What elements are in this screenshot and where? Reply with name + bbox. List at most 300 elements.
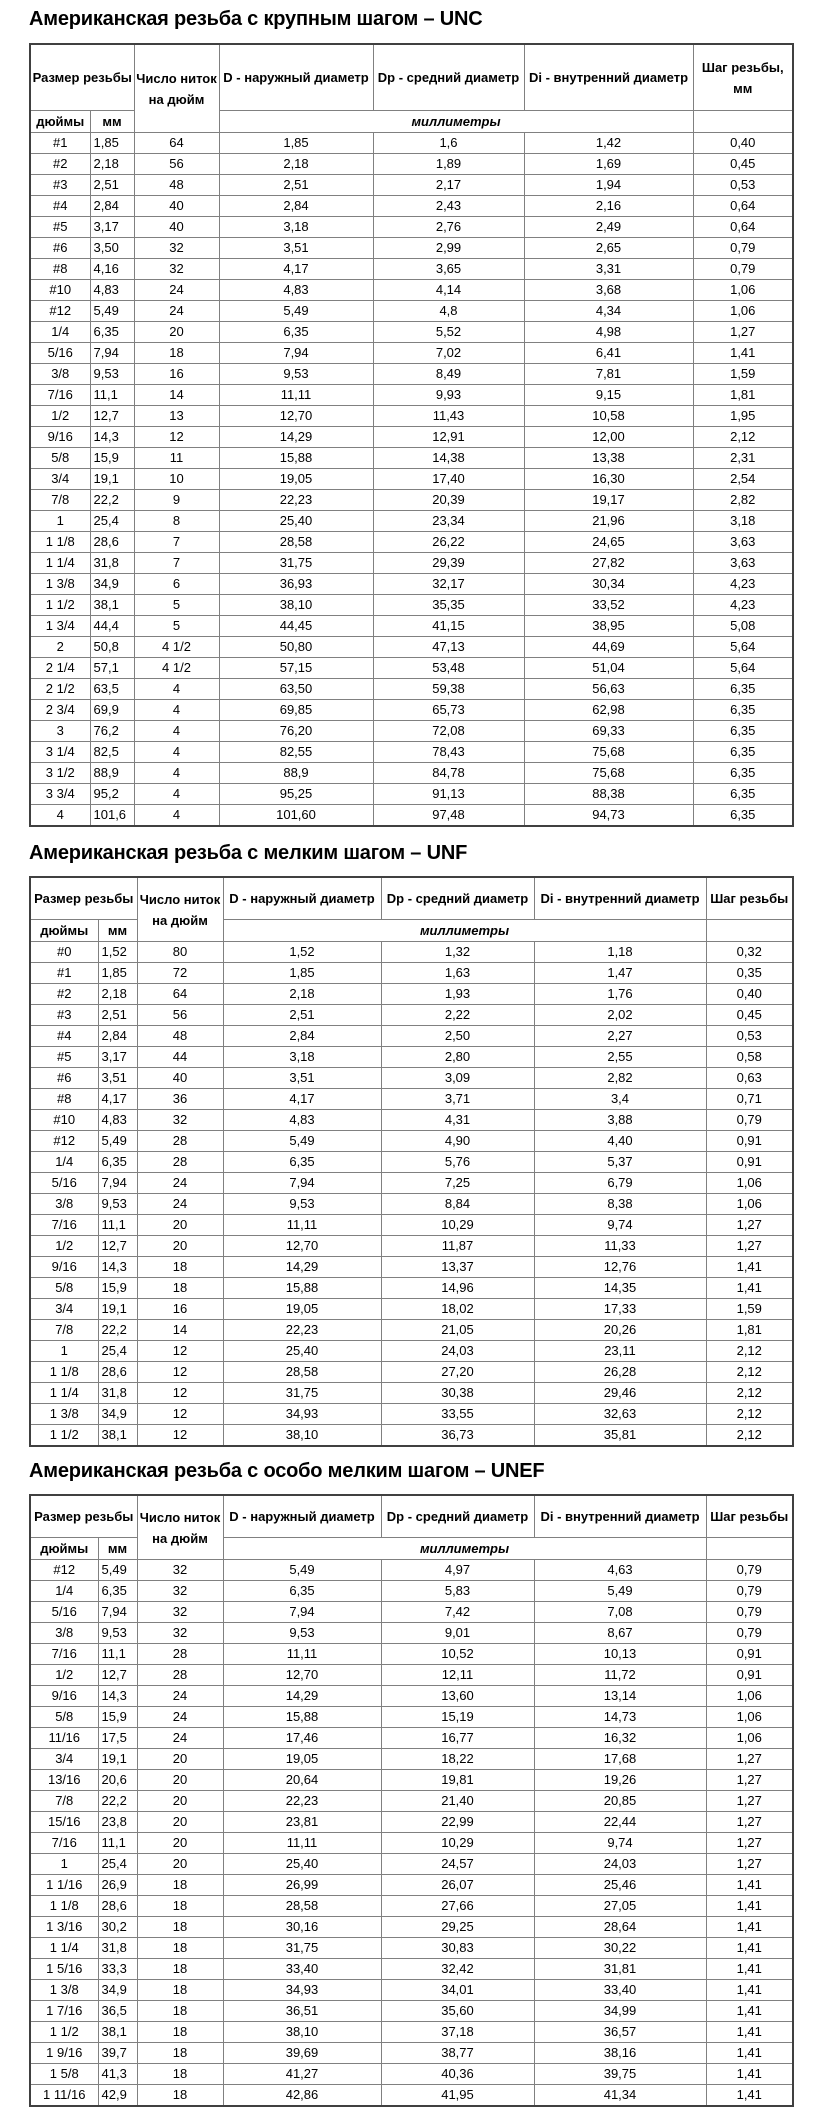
table-row: [30, 2085, 793, 2107]
cell-d-outer: 88,9: [219, 763, 373, 784]
table-row: [30, 175, 793, 196]
cell-d-outer: 2,84: [223, 1026, 381, 1047]
cell-d-outer: 4,83: [219, 280, 373, 301]
cell-mm: 19,1: [98, 1749, 137, 1770]
cell-tpi: 20: [137, 1215, 223, 1236]
cell-inches: #1: [30, 963, 98, 984]
cell-tpi: 64: [134, 133, 219, 154]
cell-d-inner: 10,58: [524, 406, 693, 427]
cell-pitch: 0,79: [706, 1602, 793, 1623]
cell-d-pitch: 32,42: [381, 1959, 534, 1980]
cell-d-outer: 42,86: [223, 2085, 381, 2107]
cell-inches: 1: [30, 1854, 98, 1875]
cell-d-outer: 11,11: [223, 1833, 381, 1854]
cell-tpi: 18: [137, 2043, 223, 2064]
cell-d-inner: 31,81: [534, 1959, 706, 1980]
cell-inches: 1 9/16: [30, 2043, 98, 2064]
cell-d-outer: 82,55: [219, 742, 373, 763]
unf-section-title: Американская резьба с мелким шагом – UNF: [29, 842, 468, 864]
cell-inches: #4: [30, 196, 90, 217]
table-row: [30, 154, 793, 175]
cell-pitch: 1,41: [706, 1896, 793, 1917]
header-units: миллиметры: [223, 1538, 706, 1560]
cell-d-inner: 62,98: [524, 700, 693, 721]
cell-pitch: 5,64: [693, 637, 793, 658]
cell-inches: 5/16: [30, 343, 90, 364]
cell-d-inner: 12,76: [534, 1257, 706, 1278]
cell-d-pitch: 7,25: [381, 1173, 534, 1194]
cell-d-pitch: 8,84: [381, 1194, 534, 1215]
table-row: [30, 595, 793, 616]
cell-tpi: 18: [137, 1980, 223, 2001]
cell-d-outer: 38,10: [219, 595, 373, 616]
cell-d-outer: 3,18: [223, 1047, 381, 1068]
table-row: [30, 658, 793, 679]
cell-inches: 3 3/4: [30, 784, 90, 805]
table-row: [30, 1110, 793, 1131]
cell-tpi: 20: [137, 1770, 223, 1791]
cell-pitch: 1,27: [706, 1215, 793, 1236]
cell-d-pitch: 8,49: [373, 364, 524, 385]
cell-tpi: 14: [137, 1320, 223, 1341]
cell-d-pitch: 26,07: [381, 1875, 534, 1896]
cell-pitch: 6,35: [693, 763, 793, 784]
cell-mm: 25,4: [98, 1341, 137, 1362]
cell-inches: 7/16: [30, 1215, 98, 1236]
cell-tpi: 56: [137, 1005, 223, 1026]
cell-tpi: 32: [137, 1110, 223, 1131]
cell-mm: 7,94: [90, 343, 134, 364]
cell-tpi: 14: [134, 385, 219, 406]
cell-inches: 1 1/8: [30, 1362, 98, 1383]
cell-d-pitch: 26,22: [373, 532, 524, 553]
cell-tpi: 24: [137, 1728, 223, 1749]
table-row: [30, 1581, 793, 1602]
cell-tpi: 64: [137, 984, 223, 1005]
cell-pitch: 1,27: [706, 1854, 793, 1875]
cell-d-outer: 28,58: [219, 532, 373, 553]
cell-inches: 1 1/4: [30, 1383, 98, 1404]
cell-mm: 28,6: [98, 1896, 137, 1917]
cell-d-pitch: 10,29: [381, 1833, 534, 1854]
table-row: [30, 1560, 793, 1581]
table-row: [30, 217, 793, 238]
cell-pitch: 5,64: [693, 658, 793, 679]
cell-inches: 3 1/2: [30, 763, 90, 784]
cell-pitch: 1,06: [706, 1686, 793, 1707]
cell-pitch: 1,41: [706, 2001, 793, 2022]
cell-mm: 19,1: [98, 1299, 137, 1320]
cell-pitch: 0,53: [693, 175, 793, 196]
cell-d-pitch: 17,40: [373, 469, 524, 490]
cell-tpi: 18: [137, 2022, 223, 2043]
cell-inches: 7/8: [30, 1791, 98, 1812]
cell-d-outer: 14,29: [219, 427, 373, 448]
cell-tpi: 12: [137, 1404, 223, 1425]
cell-d-outer: 50,80: [219, 637, 373, 658]
cell-pitch: 0,79: [693, 238, 793, 259]
cell-d-pitch: 1,93: [381, 984, 534, 1005]
cell-mm: 69,9: [90, 700, 134, 721]
cell-d-pitch: 12,91: [373, 427, 524, 448]
cell-d-inner: 17,33: [534, 1299, 706, 1320]
cell-pitch: 3,63: [693, 553, 793, 574]
header-mm: мм: [98, 1538, 137, 1560]
cell-d-outer: 2,18: [219, 154, 373, 175]
cell-d-pitch: 2,22: [381, 1005, 534, 1026]
cell-d-inner: 5,37: [534, 1152, 706, 1173]
cell-d-pitch: 32,17: [373, 574, 524, 595]
cell-tpi: 18: [137, 2064, 223, 2085]
cell-d-outer: 25,40: [223, 1341, 381, 1362]
table-row: [30, 1047, 793, 1068]
cell-d-inner: 5,49: [534, 1581, 706, 1602]
cell-mm: 76,2: [90, 721, 134, 742]
cell-d-inner: 9,15: [524, 385, 693, 406]
cell-d-pitch: 7,42: [381, 1602, 534, 1623]
cell-d-inner: 30,22: [534, 1938, 706, 1959]
cell-d-outer: 12,70: [223, 1665, 381, 1686]
cell-tpi: 32: [134, 238, 219, 259]
cell-d-inner: 2,65: [524, 238, 693, 259]
unef-section-title: Американская резьба с особо мелким шагом – UNEF: [29, 1460, 545, 1482]
cell-inches: #12: [30, 301, 90, 322]
cell-inches: 7/8: [30, 490, 90, 511]
unc-thread-table: [29, 43, 794, 827]
cell-tpi: 32: [137, 1581, 223, 1602]
cell-d-pitch: 59,38: [373, 679, 524, 700]
cell-tpi: 24: [134, 301, 219, 322]
cell-d-inner: 33,40: [534, 1980, 706, 2001]
cell-mm: 34,9: [98, 1404, 137, 1425]
cell-pitch: 1,06: [706, 1728, 793, 1749]
header-empty: [706, 1538, 793, 1560]
cell-d-inner: 19,26: [534, 1770, 706, 1791]
cell-d-pitch: 97,48: [373, 805, 524, 827]
cell-pitch: 1,41: [706, 1875, 793, 1896]
cell-inches: 3/4: [30, 469, 90, 490]
table-row: [30, 1341, 793, 1362]
cell-d-outer: 28,58: [223, 1896, 381, 1917]
cell-inches: #3: [30, 1005, 98, 1026]
cell-tpi: 18: [137, 1917, 223, 1938]
cell-inches: 3/8: [30, 364, 90, 385]
cell-pitch: 1,59: [693, 364, 793, 385]
cell-mm: 11,1: [98, 1833, 137, 1854]
cell-inches: 2 1/4: [30, 658, 90, 679]
cell-d-inner: 11,72: [534, 1665, 706, 1686]
table-row: [30, 1425, 793, 1447]
cell-d-outer: 30,16: [223, 1917, 381, 1938]
cell-mm: 2,51: [90, 175, 134, 196]
cell-d-pitch: 20,39: [373, 490, 524, 511]
header-size: Размер резьбы: [30, 877, 137, 920]
cell-mm: 9,53: [90, 364, 134, 385]
cell-pitch: 1,41: [706, 2064, 793, 2085]
cell-inches: 4: [30, 805, 90, 827]
table-row: [30, 742, 793, 763]
table-row: [30, 238, 793, 259]
cell-d-outer: 1,85: [223, 963, 381, 984]
cell-pitch: 0,63: [706, 1068, 793, 1089]
cell-d-inner: 10,13: [534, 1644, 706, 1665]
cell-pitch: 2,82: [693, 490, 793, 511]
cell-tpi: 20: [137, 1236, 223, 1257]
cell-inches: 1 3/8: [30, 1980, 98, 2001]
cell-mm: 5,49: [90, 301, 134, 322]
cell-d-outer: 31,75: [223, 1938, 381, 1959]
cell-pitch: 5,08: [693, 616, 793, 637]
cell-d-inner: 2,16: [524, 196, 693, 217]
header-units: миллиметры: [219, 111, 693, 133]
cell-d-inner: 7,81: [524, 364, 693, 385]
cell-inches: #12: [30, 1131, 98, 1152]
cell-tpi: 40: [134, 196, 219, 217]
cell-d-outer: 4,17: [219, 259, 373, 280]
cell-d-inner: 94,73: [524, 805, 693, 827]
cell-d-outer: 26,99: [223, 1875, 381, 1896]
cell-mm: 4,17: [98, 1089, 137, 1110]
cell-inches: #2: [30, 984, 98, 1005]
cell-d-outer: 31,75: [223, 1383, 381, 1404]
cell-d-outer: 14,29: [223, 1686, 381, 1707]
cell-pitch: 2,12: [706, 1362, 793, 1383]
cell-d-pitch: 9,93: [373, 385, 524, 406]
cell-pitch: 1,27: [706, 1833, 793, 1854]
cell-mm: 9,53: [98, 1623, 137, 1644]
cell-d-inner: 1,47: [534, 963, 706, 984]
header-size: Размер резьбы: [30, 44, 134, 111]
cell-d-outer: 5,49: [223, 1131, 381, 1152]
cell-d-pitch: 34,01: [381, 1980, 534, 2001]
table-row: [30, 1602, 793, 1623]
cell-d-pitch: 1,32: [381, 942, 534, 963]
cell-d-inner: 33,52: [524, 595, 693, 616]
cell-d-outer: 36,93: [219, 574, 373, 595]
cell-tpi: 32: [134, 259, 219, 280]
cell-pitch: 0,91: [706, 1131, 793, 1152]
cell-d-inner: 12,00: [524, 427, 693, 448]
cell-pitch: 0,64: [693, 196, 793, 217]
table-row: [30, 427, 793, 448]
cell-inches: 2 3/4: [30, 700, 90, 721]
header-inches: дюймы: [30, 920, 98, 942]
table-row: [30, 616, 793, 637]
cell-d-pitch: 1,6: [373, 133, 524, 154]
cell-mm: 7,94: [98, 1602, 137, 1623]
cell-pitch: 0,45: [706, 1005, 793, 1026]
cell-pitch: 0,79: [706, 1110, 793, 1131]
cell-tpi: 28: [137, 1644, 223, 1665]
cell-d-pitch: 3,09: [381, 1068, 534, 1089]
cell-pitch: 1,41: [706, 1980, 793, 2001]
cell-d-inner: 6,41: [524, 343, 693, 364]
cell-d-inner: 9,74: [534, 1215, 706, 1236]
cell-mm: 1,52: [98, 942, 137, 963]
cell-d-inner: 28,64: [534, 1917, 706, 1938]
cell-inches: 1 1/2: [30, 595, 90, 616]
cell-pitch: 1,06: [706, 1173, 793, 1194]
cell-d-pitch: 78,43: [373, 742, 524, 763]
cell-mm: 4,83: [98, 1110, 137, 1131]
cell-d-pitch: 21,05: [381, 1320, 534, 1341]
cell-inches: 1/2: [30, 1236, 98, 1257]
cell-d-outer: 6,35: [223, 1581, 381, 1602]
cell-d-inner: 29,46: [534, 1383, 706, 1404]
cell-d-outer: 2,84: [219, 196, 373, 217]
cell-mm: 36,5: [98, 2001, 137, 2022]
cell-tpi: 13: [134, 406, 219, 427]
cell-d-pitch: 3,71: [381, 1089, 534, 1110]
cell-mm: 15,9: [90, 448, 134, 469]
cell-inches: 1 1/2: [30, 1425, 98, 1447]
header-d-pitch: Dp - средний диаметр: [381, 877, 534, 920]
table-row: [30, 1854, 793, 1875]
cell-mm: 3,17: [98, 1047, 137, 1068]
cell-tpi: 5: [134, 595, 219, 616]
cell-pitch: 6,35: [693, 721, 793, 742]
header-d-outer: D - наружный диаметр: [223, 1495, 381, 1538]
cell-mm: 2,18: [90, 154, 134, 175]
cell-d-outer: 9,53: [219, 364, 373, 385]
table-row: [30, 763, 793, 784]
cell-tpi: 18: [137, 1257, 223, 1278]
cell-d-inner: 4,98: [524, 322, 693, 343]
table-row: [30, 1896, 793, 1917]
cell-pitch: 2,54: [693, 469, 793, 490]
cell-tpi: 9: [134, 490, 219, 511]
cell-pitch: 1,06: [693, 301, 793, 322]
cell-d-inner: 38,95: [524, 616, 693, 637]
table-row: [30, 721, 793, 742]
cell-d-outer: 23,81: [223, 1812, 381, 1833]
cell-mm: 3,17: [90, 217, 134, 238]
table-row: [30, 1644, 793, 1665]
cell-d-pitch: 13,37: [381, 1257, 534, 1278]
cell-mm: 6,35: [98, 1152, 137, 1173]
cell-inches: 1/4: [30, 322, 90, 343]
cell-mm: 28,6: [98, 1362, 137, 1383]
cell-pitch: 0,53: [706, 1026, 793, 1047]
cell-pitch: 0,79: [706, 1581, 793, 1602]
cell-inches: 1 1/4: [30, 553, 90, 574]
table-row: [30, 469, 793, 490]
cell-d-inner: 32,63: [534, 1404, 706, 1425]
cell-mm: 50,8: [90, 637, 134, 658]
cell-pitch: 1,41: [693, 343, 793, 364]
cell-mm: 2,18: [98, 984, 137, 1005]
cell-d-pitch: 4,31: [381, 1110, 534, 1131]
cell-mm: 30,2: [98, 1917, 137, 1938]
table-row: [30, 1875, 793, 1896]
cell-pitch: 1,41: [706, 1278, 793, 1299]
cell-d-outer: 33,40: [223, 1959, 381, 1980]
cell-d-pitch: 2,99: [373, 238, 524, 259]
table-row: [30, 784, 793, 805]
table-row: [30, 2001, 793, 2022]
cell-inches: 1 3/8: [30, 574, 90, 595]
cell-tpi: 20: [137, 1749, 223, 1770]
cell-d-pitch: 10,29: [381, 1215, 534, 1236]
cell-inches: 3/4: [30, 1749, 98, 1770]
cell-pitch: 0,79: [706, 1623, 793, 1644]
cell-tpi: 18: [137, 2001, 223, 2022]
cell-mm: 20,6: [98, 1770, 137, 1791]
cell-d-outer: 34,93: [223, 1404, 381, 1425]
table-row: [30, 259, 793, 280]
cell-d-inner: 4,40: [534, 1131, 706, 1152]
cell-d-outer: 5,49: [223, 1560, 381, 1581]
cell-d-inner: 4,34: [524, 301, 693, 322]
cell-mm: 34,9: [98, 1980, 137, 2001]
cell-inches: 1: [30, 511, 90, 532]
cell-inches: 5/8: [30, 1707, 98, 1728]
cell-mm: 38,1: [98, 2022, 137, 2043]
cell-pitch: 1,41: [706, 1959, 793, 1980]
cell-mm: 42,9: [98, 2085, 137, 2107]
cell-tpi: 4: [134, 700, 219, 721]
cell-tpi: 24: [134, 280, 219, 301]
cell-d-pitch: 72,08: [373, 721, 524, 742]
cell-d-pitch: 30,83: [381, 1938, 534, 1959]
cell-inches: 7/16: [30, 385, 90, 406]
cell-d-inner: 2,49: [524, 217, 693, 238]
cell-pitch: 6,35: [693, 742, 793, 763]
cell-tpi: 18: [137, 2085, 223, 2107]
cell-pitch: 6,35: [693, 679, 793, 700]
cell-tpi: 4: [134, 763, 219, 784]
cell-d-inner: 3,88: [534, 1110, 706, 1131]
cell-d-outer: 6,35: [219, 322, 373, 343]
table-row: [30, 700, 793, 721]
cell-d-pitch: 11,87: [381, 1236, 534, 1257]
cell-d-pitch: 53,48: [373, 658, 524, 679]
cell-d-pitch: 41,15: [373, 616, 524, 637]
table-row: [30, 805, 793, 827]
cell-tpi: 16: [134, 364, 219, 385]
cell-pitch: 0,32: [706, 942, 793, 963]
cell-tpi: 72: [137, 963, 223, 984]
cell-d-outer: 101,60: [219, 805, 373, 827]
cell-d-inner: 2,02: [534, 1005, 706, 1026]
cell-inches: 1 5/8: [30, 2064, 98, 2085]
cell-mm: 19,1: [90, 469, 134, 490]
cell-tpi: 12: [137, 1341, 223, 1362]
cell-d-inner: 69,33: [524, 721, 693, 742]
cell-mm: 4,16: [90, 259, 134, 280]
cell-d-outer: 1,52: [223, 942, 381, 963]
cell-tpi: 18: [137, 1896, 223, 1917]
cell-inches: 1/4: [30, 1152, 98, 1173]
cell-d-inner: 75,68: [524, 763, 693, 784]
cell-d-outer: 38,10: [223, 1425, 381, 1447]
cell-pitch: 1,27: [706, 1812, 793, 1833]
cell-mm: 26,9: [98, 1875, 137, 1896]
cell-d-outer: 31,75: [219, 553, 373, 574]
cell-inches: 5/16: [30, 1602, 98, 1623]
cell-d-pitch: 29,39: [373, 553, 524, 574]
cell-d-outer: 28,58: [223, 1362, 381, 1383]
header-pitch: Шаг резьбы, мм: [693, 44, 793, 111]
cell-pitch: 0,79: [706, 1560, 793, 1581]
cell-tpi: 10: [134, 469, 219, 490]
cell-tpi: 48: [137, 1026, 223, 1047]
cell-pitch: 1,06: [706, 1194, 793, 1215]
cell-d-pitch: 1,89: [373, 154, 524, 175]
cell-mm: 15,9: [98, 1278, 137, 1299]
table-row: [30, 511, 793, 532]
cell-inches: 1 1/8: [30, 532, 90, 553]
